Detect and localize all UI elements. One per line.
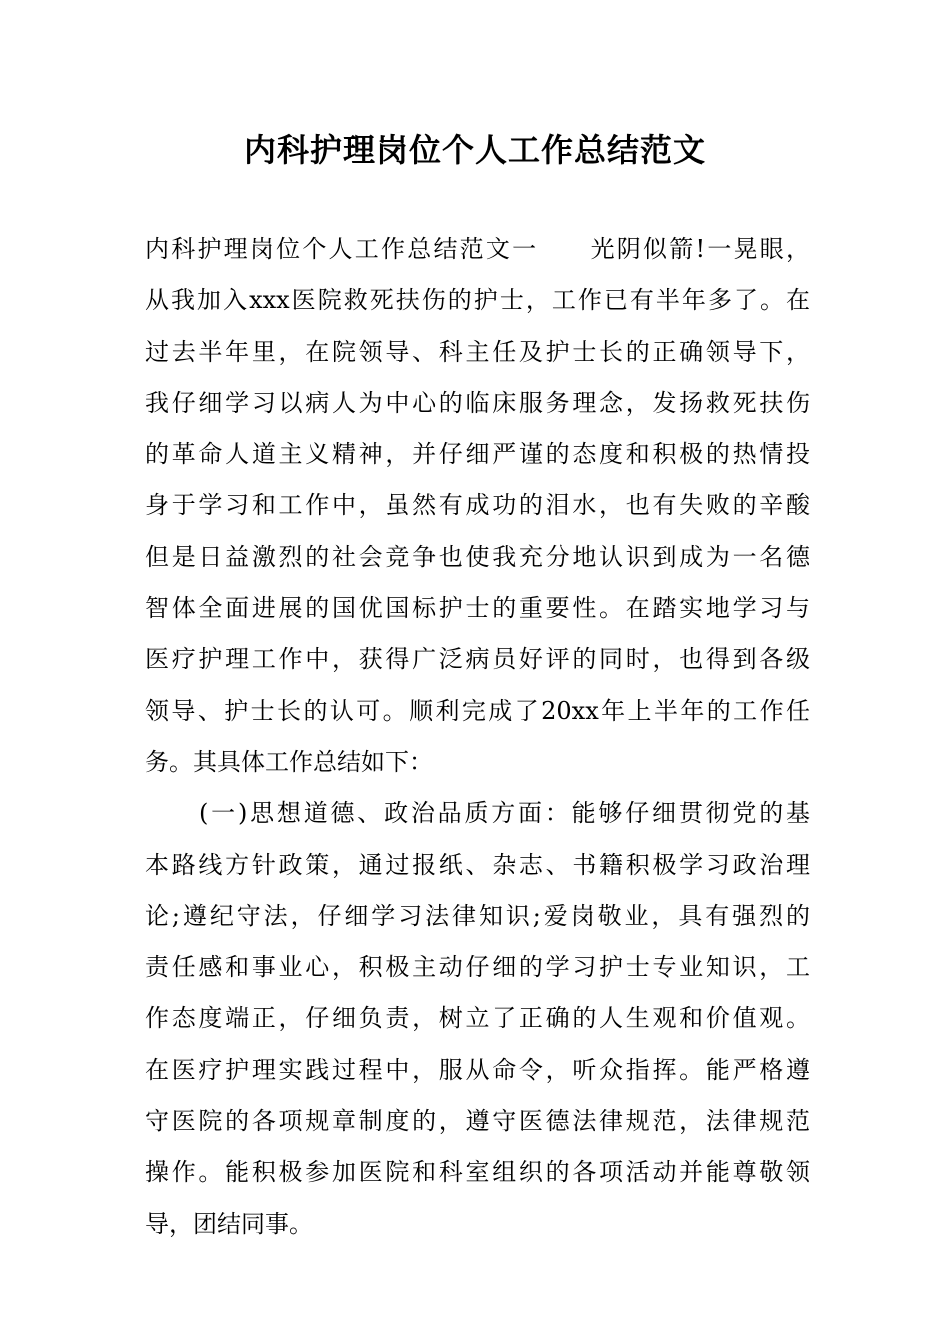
body-line-11: 务。其具体工作总结如下： — [145, 747, 433, 776]
body-line-5: 的革命人道主义精神，并仔细严谨的态度和积极的热情投 — [145, 440, 810, 469]
body-line-6: 身于学习和工作中，虽然有成功的泪水，也有失败的辛酸 — [145, 491, 810, 520]
body-line-7: 但是日益激烈的社会竞争也使我充分地认识到成为一名德 — [145, 542, 810, 571]
document-title: 内科护理岗位个人工作总结范文 — [243, 131, 706, 169]
body-line-18: 守医院的各项规章制度的，遵守医德法律规范，法律规范 — [145, 1107, 810, 1136]
body-line-15: 责任感和事业心，积极主动仔细的学习护士专业知识，工 — [145, 953, 810, 982]
body-line-16: 作态度端正，仔细负责，树立了正确的人生观和价值观。 — [145, 1004, 810, 1033]
body-line-9: 医疗护理工作中，获得广泛病员好评的同时，也得到各级 — [145, 645, 810, 674]
body-line-19: 操作。能积极参加医院和科室组织的各项活动并能尊敬领 — [145, 1158, 810, 1187]
section-heading: 内科护理岗位个人工作总结范文一 — [145, 235, 539, 263]
body-line-4: 我仔细学习以病人为中心的临床服务理念，发扬救死扶伤 — [145, 388, 810, 417]
body-line-20: 导，团结同事。 — [145, 1209, 313, 1238]
first-sentence: 光阴似箭!一晃眼， — [588, 235, 810, 263]
body-line-10: 领导、护士长的认可。顺利完成了20xx年上半年的工作任 — [145, 696, 810, 725]
body-line-8: 智体全面进展的国优国标护士的重要性。在踏实地学习与 — [145, 594, 810, 623]
document-body — [145, 224, 810, 1250]
body-line-17: 在医疗护理实践过程中，服从命令，听众指挥。能严格遵 — [145, 1055, 810, 1084]
body-line-1 — [145, 224, 810, 275]
body-line-12: (一)思想道德、政治品质方面：能够仔细贯彻党的基 — [199, 799, 810, 828]
body-line-2: 从我加入xxx医院救死扶伤的护士，工作已有半年多了。在 — [145, 286, 810, 315]
body-line-13: 本路线方针政策，通过报纸、杂志、书籍积极学习政治理 — [145, 850, 810, 879]
body-line-3: 过去半年里，在院领导、科主任及护士长的正确领导下， — [145, 337, 810, 366]
body-line-14: 论;遵纪守法，仔细学习法律知识;爱岗敬业，具有强烈的 — [145, 901, 810, 930]
